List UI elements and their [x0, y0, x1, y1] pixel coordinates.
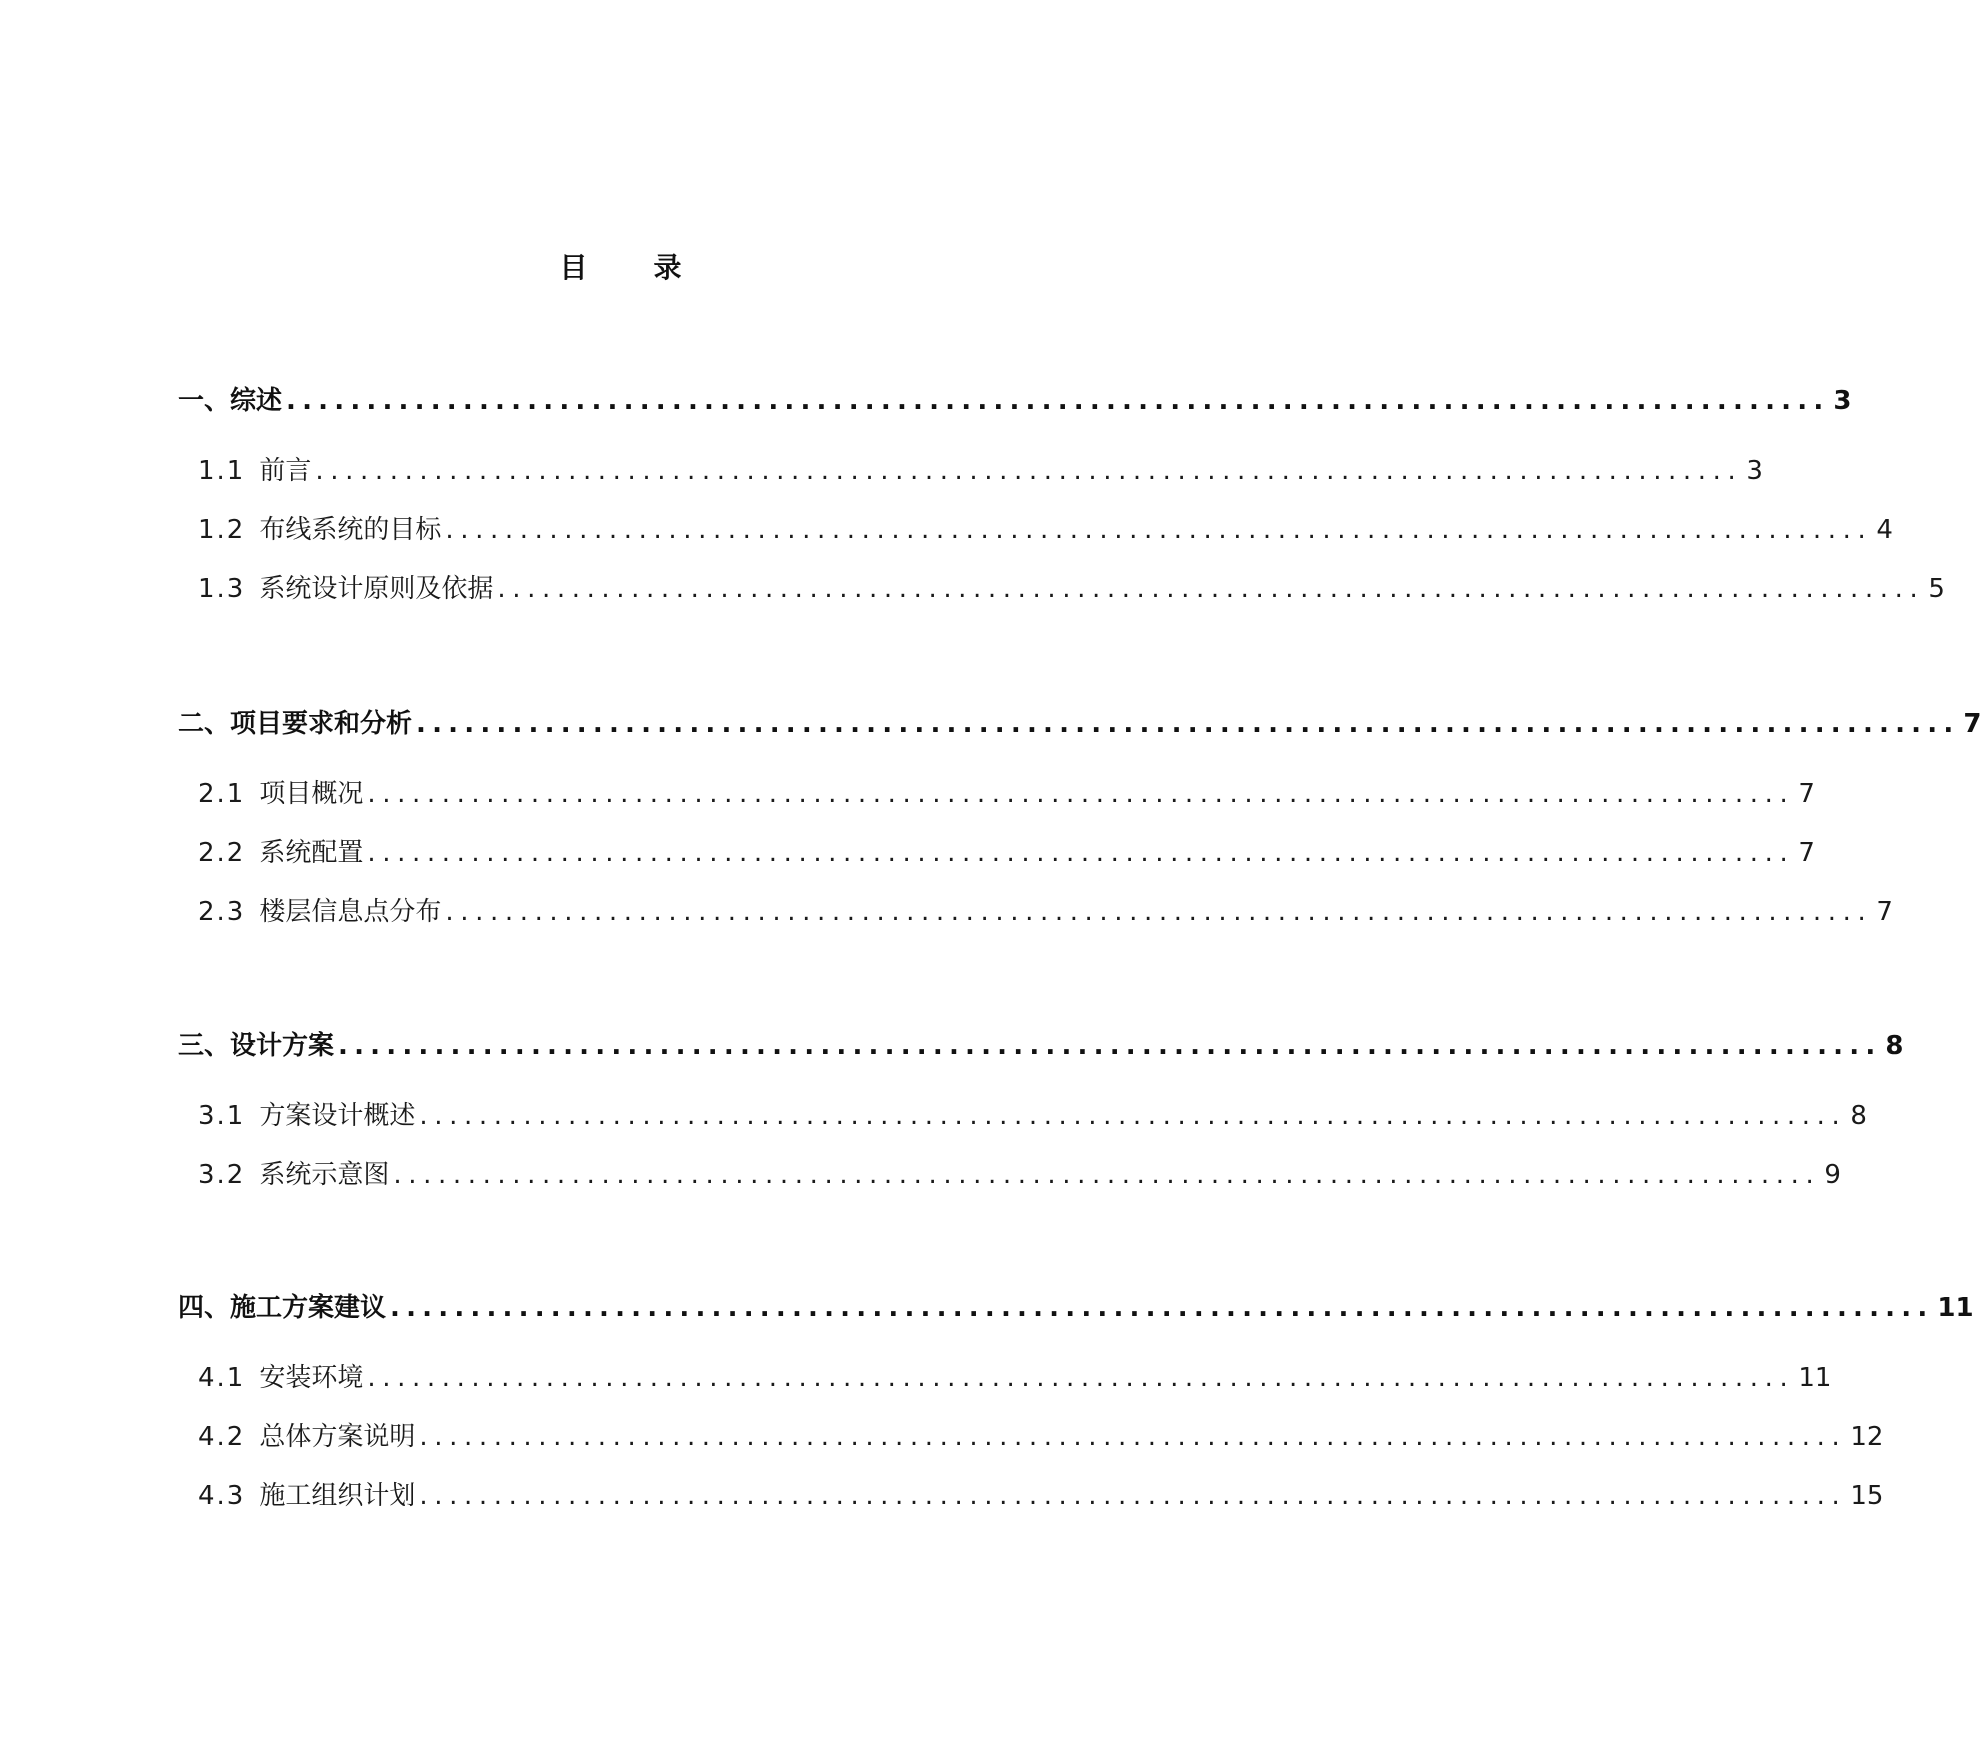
toc-page-number: 5 — [1928, 574, 1945, 604]
toc-page-number: 4 — [1876, 515, 1893, 545]
toc-entry-title: 项目概况 — [259, 779, 364, 809]
toc-entry-title: 前言 — [259, 456, 312, 486]
toc-page-number: 7 — [1798, 838, 1815, 868]
toc-entry[interactable] — [198, 1154, 1841, 1191]
toc-heading-text: 二、项目要求和分析 — [178, 709, 413, 739]
toc-entry-number: 3.2 — [198, 1160, 246, 1190]
toc-entry-number: 2.2 — [198, 838, 246, 868]
toc-entry-title: 总体方案说明 — [259, 1422, 416, 1452]
toc-leader-dots: ................................................................................................ — [445, 897, 1873, 927]
toc-page-number: 7 — [1876, 897, 1893, 927]
toc-page-number: 7 — [1963, 709, 1982, 739]
toc-entry-number: 2.3 — [198, 897, 246, 927]
toc-leader-dots: ................................................................................................ — [286, 386, 1830, 416]
toc-section-heading[interactable] — [178, 1025, 1904, 1062]
toc-entry-number: 4.3 — [198, 1481, 246, 1511]
toc-heading-text: 四、施工方案建议 — [178, 1293, 387, 1323]
toc-entry-number: 2.1 — [198, 779, 246, 809]
toc-title-char-1: 目 — [559, 251, 588, 284]
toc-entry-title: 系统配置 — [259, 838, 364, 868]
toc-entry[interactable] — [198, 773, 1815, 810]
toc-page-number: 8 — [1885, 1031, 1904, 1061]
toc-entry-title: 施工组织计划 — [259, 1481, 416, 1511]
toc-entry-title: 方案设计概述 — [259, 1101, 416, 1131]
toc-page-number: 7 — [1798, 779, 1815, 809]
toc-leader-dots: ................................................................................................ — [390, 1293, 1934, 1323]
toc-title-char-2: 录 — [653, 251, 682, 284]
toc-entry-number: 4.2 — [198, 1422, 246, 1452]
toc-entry[interactable] — [198, 450, 1763, 487]
toc-page-number: 3 — [1833, 386, 1852, 416]
toc-leader-dots: ................................................................................................ — [416, 709, 1960, 739]
toc-entry[interactable] — [198, 1416, 1884, 1453]
toc-leader-dots: ................................................................................................ — [419, 1481, 1847, 1511]
toc-section-heading[interactable] — [178, 380, 1852, 417]
toc-section-heading[interactable] — [178, 1287, 1974, 1324]
toc-entry[interactable] — [198, 891, 1893, 928]
toc-entry-number: 1.2 — [198, 515, 246, 545]
toc-page-number: 11 — [1937, 1293, 1974, 1323]
toc-entry-number: 3.1 — [198, 1101, 246, 1131]
toc-heading-text: 一、综述 — [178, 386, 283, 416]
toc-leader-dots: ................................................................................................ — [393, 1160, 1821, 1190]
toc-page-number: 15 — [1850, 1481, 1884, 1511]
toc-entry-title: 楼层信息点分布 — [259, 897, 442, 927]
toc-entry[interactable] — [198, 832, 1815, 869]
toc-entry-title: 系统设计原则及依据 — [259, 574, 494, 604]
toc-leader-dots: ................................................................................................ — [497, 574, 1925, 604]
toc-entry-number: 1.3 — [198, 574, 246, 604]
toc-entry-title: 系统示意图 — [259, 1160, 390, 1190]
toc-leader-dots: ................................................................................................ — [419, 1422, 1847, 1452]
toc-entry-number: 1.1 — [198, 456, 246, 486]
toc-leader-dots: ................................................................................................ — [315, 456, 1743, 486]
toc-entry-number: 4.1 — [198, 1363, 246, 1393]
toc-entry-title: 布线系统的目标 — [259, 515, 442, 545]
toc-entry[interactable] — [198, 1475, 1884, 1512]
toc-entry[interactable] — [198, 1095, 1867, 1132]
toc-heading-text: 三、设计方案 — [178, 1031, 335, 1061]
toc-page-number: 3 — [1746, 456, 1763, 486]
toc-page-number: 11 — [1798, 1363, 1832, 1393]
toc-leader-dots: ................................................................................................ — [445, 515, 1873, 545]
toc-page-number: 8 — [1850, 1101, 1867, 1131]
toc-entry[interactable] — [198, 1357, 1832, 1394]
toc-entry[interactable] — [198, 509, 1893, 546]
toc-entry[interactable] — [198, 568, 1945, 605]
toc-page-number: 12 — [1850, 1422, 1884, 1452]
toc-leader-dots: ................................................................................................ — [338, 1031, 1882, 1061]
toc-entry-title: 安装环境 — [259, 1363, 364, 1393]
toc-title — [0, 246, 1241, 286]
toc-leader-dots: ................................................................................................ — [419, 1101, 1847, 1131]
toc-leader-dots: ................................................................................................ — [367, 838, 1795, 868]
toc-leader-dots: ................................................................................................ — [367, 1363, 1795, 1393]
toc-leader-dots: ................................................................................................ — [367, 779, 1795, 809]
toc-page-number: 9 — [1824, 1160, 1841, 1190]
toc-section-heading[interactable] — [178, 703, 1982, 740]
